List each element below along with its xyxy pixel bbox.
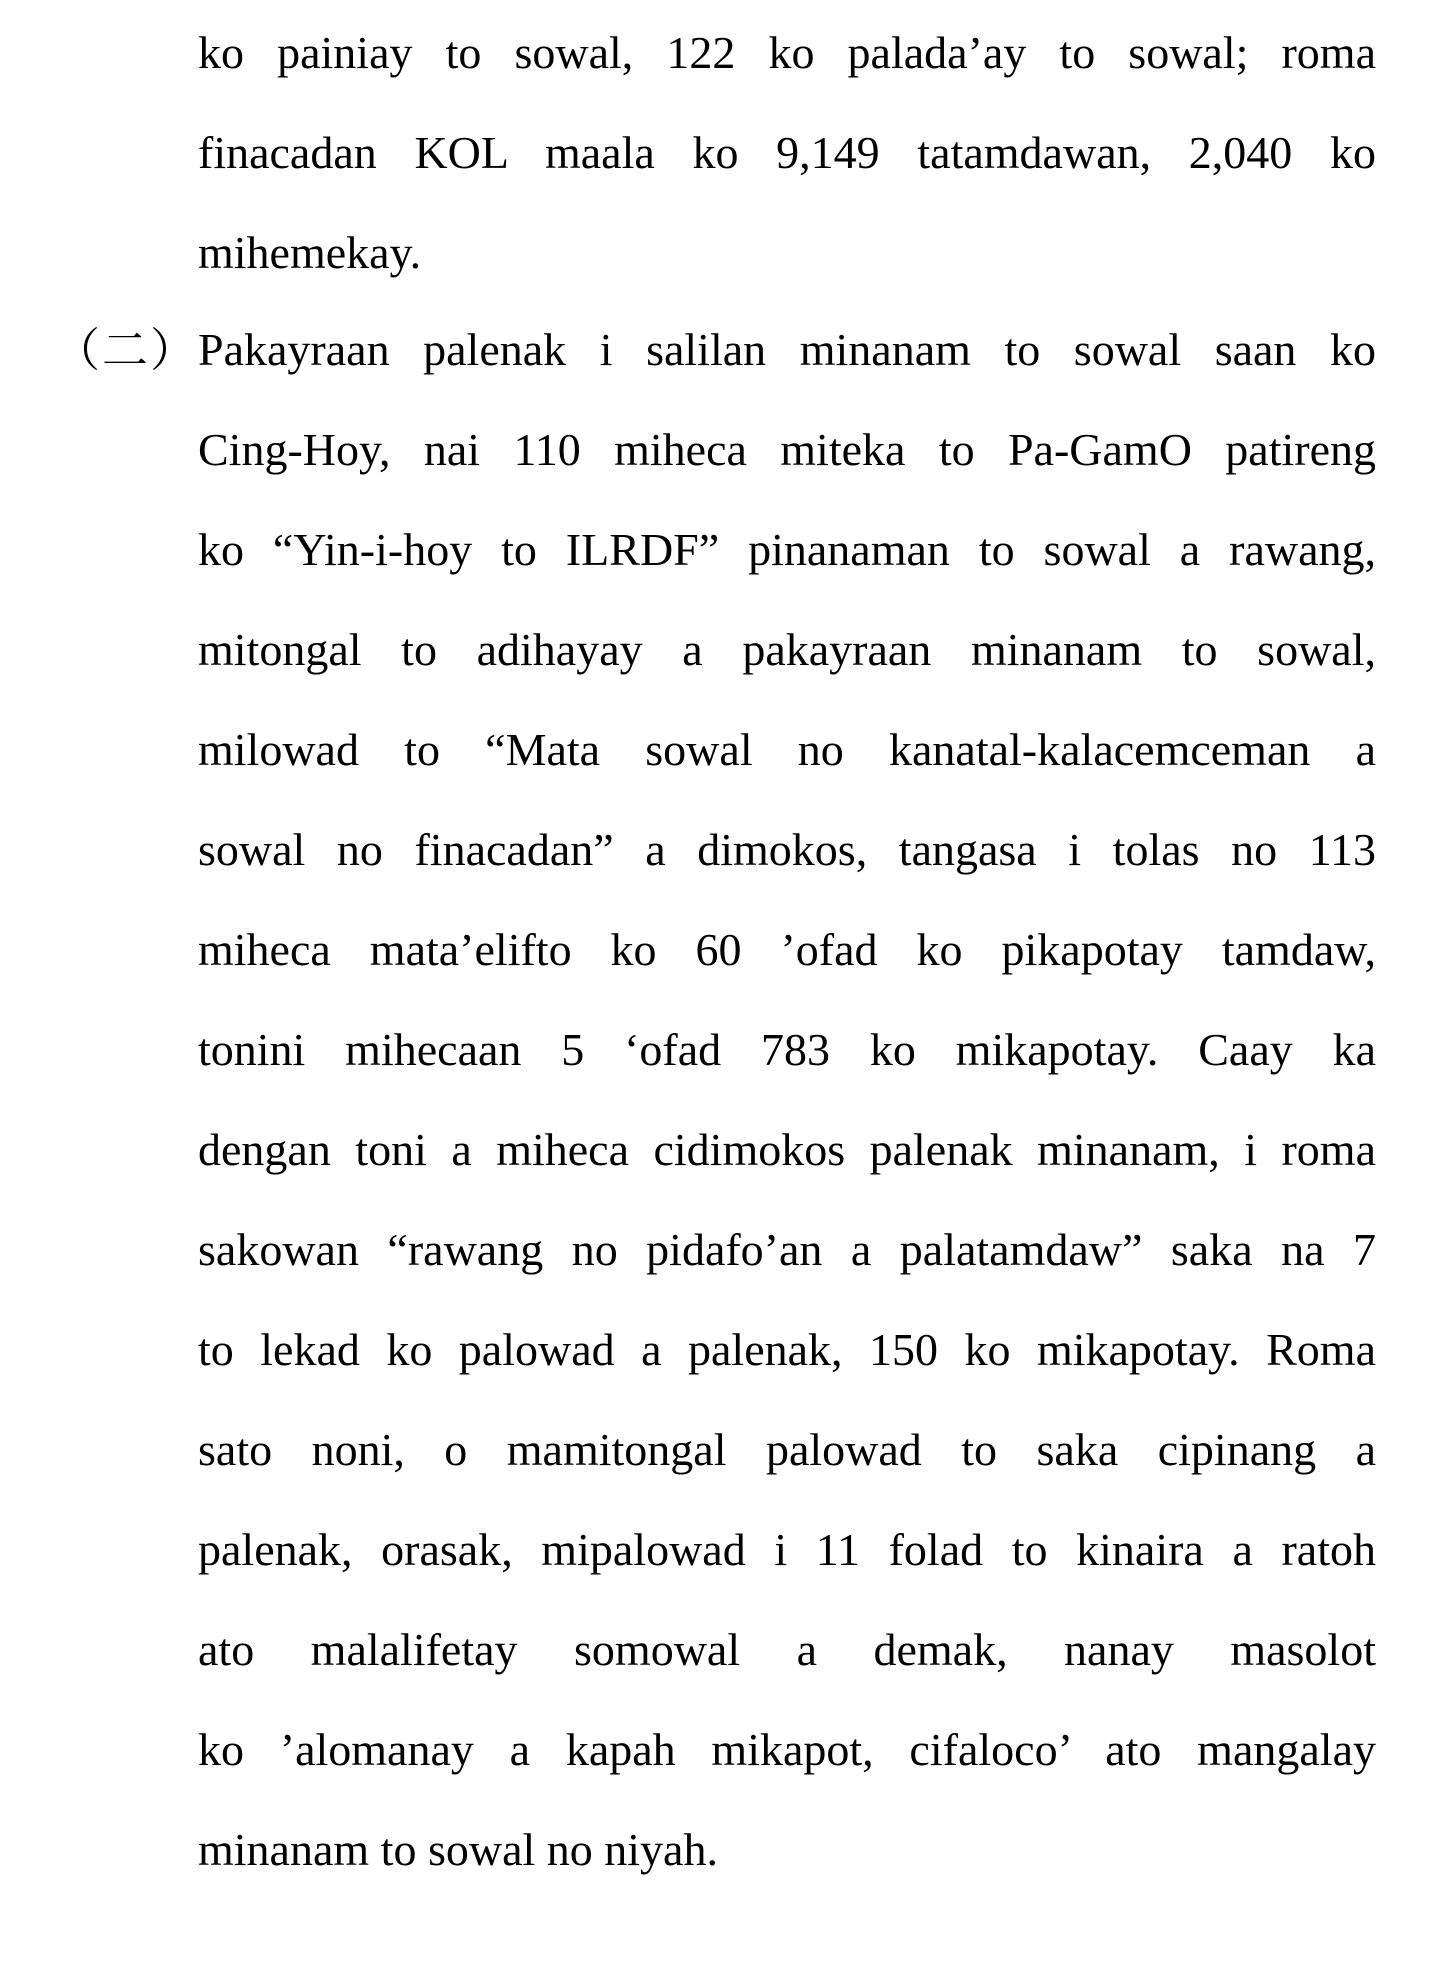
- text-line: milowad to “Mata sowal no kanatal-kalacemceman a: [198, 724, 1376, 775]
- section-marker: （二）: [54, 323, 198, 377]
- text-line: ko “Yin-i-hoy to ILRDF” pinanaman to sowal a rawang,: [198, 524, 1376, 575]
- text-line: mitongal to adihayay a pakayraan minanam to sowal,: [198, 624, 1376, 675]
- text-line: finacadan KOL maala ko 9,149 tatamdawan, 2,040 ko: [198, 127, 1376, 178]
- paragraph-continued: [198, 3, 1376, 303]
- text-line: sowal no finacadan” a dimokos, tangasa i tolas no 113: [198, 824, 1376, 875]
- text-line: tonini mihecaan 5 ‘ofad 783 ko mikapotay. Caay ka: [198, 1024, 1376, 1075]
- text-line: miheca mata’elifto ko 60 ’ofad ko pikapotay tamdaw,: [198, 924, 1376, 975]
- text-line: ato malalifetay somowal a demak, nanay masolot: [198, 1624, 1376, 1675]
- text-line: sato noni, o mamitongal palowad to saka cipinang a: [198, 1424, 1376, 1475]
- text-line: ko painiay to sowal, 122 ko palada’ay to sowal; roma: [198, 27, 1376, 78]
- text-line: Cing-Hoy, nai 110 miheca miteka to Pa-GamO patireng: [198, 424, 1376, 475]
- text-line: Pakayraan palenak i salilan minanam to sowal saan ko: [198, 324, 1376, 375]
- text-line: dengan toni a miheca cidimokos palenak minanam, i roma: [198, 1124, 1376, 1175]
- text-line: ko ’alomanay a kapah mikapot, cifaloco’ ato mangalay: [198, 1724, 1376, 1775]
- text-line: to lekad ko palowad a palenak, 150 ko mikapotay. Roma: [198, 1324, 1376, 1375]
- text-line: minanam to sowal no niyah.: [198, 1824, 718, 1875]
- text-line: sakowan “rawang no pidafo’an a palatamdaw” saka na 7: [198, 1224, 1376, 1275]
- text-line: palenak, orasak, mipalowad i 11 folad to kinaira a ratoh: [198, 1524, 1376, 1575]
- text-line: mihemekay.: [198, 227, 422, 278]
- paragraph-section-two: [198, 300, 1376, 1900]
